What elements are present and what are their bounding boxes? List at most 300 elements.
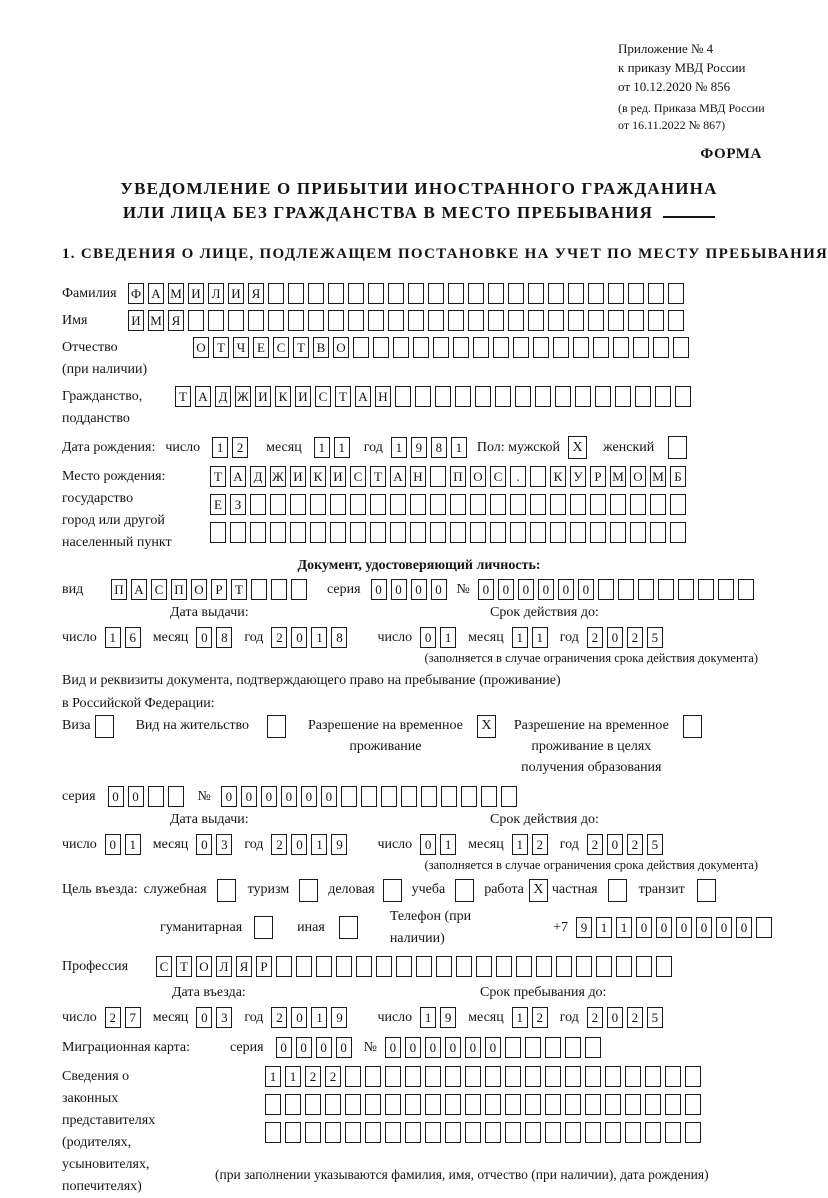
char-cell[interactable] <box>645 1094 661 1115</box>
purpose-business-checkbox[interactable] <box>383 879 402 902</box>
char-cell[interactable]: Т <box>213 337 229 358</box>
char-cell[interactable] <box>470 494 486 515</box>
char-cell[interactable] <box>535 386 551 407</box>
char-cell[interactable] <box>353 337 369 358</box>
char-cell[interactable] <box>285 1094 301 1115</box>
char-cell[interactable]: В <box>313 337 329 358</box>
char-cell[interactable] <box>495 386 511 407</box>
char-cell[interactable] <box>530 466 546 487</box>
char-cell[interactable]: Т <box>293 337 309 358</box>
char-cell[interactable] <box>288 283 304 304</box>
char-cell[interactable] <box>168 786 184 807</box>
char-cell[interactable] <box>510 522 526 543</box>
char-cell[interactable]: 2 <box>627 1007 643 1028</box>
char-cell[interactable]: 1 <box>512 627 528 648</box>
char-cell[interactable]: 0 <box>291 834 307 855</box>
char-cell[interactable]: 0 <box>445 1037 461 1058</box>
char-cell[interactable] <box>450 494 466 515</box>
char-cell[interactable] <box>276 956 292 977</box>
char-cell[interactable]: 9 <box>440 1007 456 1028</box>
char-cell[interactable]: 0 <box>105 834 121 855</box>
char-cell[interactable]: 7 <box>125 1007 141 1028</box>
char-cell[interactable] <box>433 337 449 358</box>
char-cell[interactable]: К <box>275 386 291 407</box>
char-cell[interactable] <box>550 522 566 543</box>
char-cell[interactable] <box>565 1122 581 1143</box>
char-cell[interactable] <box>555 386 571 407</box>
char-cell[interactable] <box>208 310 224 331</box>
char-cell[interactable] <box>448 310 464 331</box>
char-cell[interactable]: 0 <box>538 579 554 600</box>
char-cell[interactable] <box>365 1094 381 1115</box>
char-cell[interactable] <box>645 1122 661 1143</box>
char-cell[interactable] <box>545 1122 561 1143</box>
char-cell[interactable]: 1 <box>265 1066 281 1087</box>
char-cell[interactable]: 1 <box>334 437 350 458</box>
char-cell[interactable] <box>485 1066 501 1087</box>
char-cell[interactable] <box>515 386 531 407</box>
char-cell[interactable] <box>328 283 344 304</box>
char-cell[interactable]: 8 <box>331 627 347 648</box>
char-cell[interactable] <box>465 1066 481 1087</box>
char-cell[interactable] <box>445 1122 461 1143</box>
char-cell[interactable]: 1 <box>512 1007 528 1028</box>
char-cell[interactable] <box>565 1037 581 1058</box>
char-cell[interactable] <box>665 1122 681 1143</box>
char-cell[interactable]: 1 <box>440 627 456 648</box>
char-cell[interactable] <box>396 956 412 977</box>
purpose-study-checkbox[interactable] <box>455 879 474 902</box>
char-cell[interactable] <box>665 1066 681 1087</box>
char-cell[interactable] <box>625 1094 641 1115</box>
char-cell[interactable] <box>585 1122 601 1143</box>
char-cell[interactable] <box>595 386 611 407</box>
char-cell[interactable] <box>270 494 286 515</box>
char-cell[interactable]: И <box>228 283 244 304</box>
char-cell[interactable] <box>415 386 431 407</box>
char-cell[interactable] <box>325 1122 341 1143</box>
char-cell[interactable]: С <box>156 956 172 977</box>
char-cell[interactable] <box>368 283 384 304</box>
char-cell[interactable] <box>608 283 624 304</box>
char-cell[interactable] <box>305 1122 321 1143</box>
char-cell[interactable] <box>605 1066 621 1087</box>
char-cell[interactable]: А <box>355 386 371 407</box>
char-cell[interactable] <box>430 522 446 543</box>
char-cell[interactable]: П <box>450 466 466 487</box>
purpose-private-checkbox[interactable] <box>608 879 627 902</box>
char-cell[interactable]: А <box>131 579 147 600</box>
char-cell[interactable] <box>230 522 246 543</box>
char-cell[interactable] <box>450 522 466 543</box>
char-cell[interactable] <box>585 1037 601 1058</box>
char-cell[interactable] <box>673 337 689 358</box>
char-cell[interactable]: Р <box>256 956 272 977</box>
char-cell[interactable]: 0 <box>716 917 732 938</box>
char-cell[interactable]: 1 <box>596 917 612 938</box>
char-cell[interactable] <box>428 283 444 304</box>
char-cell[interactable] <box>345 1094 361 1115</box>
char-cell[interactable]: 2 <box>232 437 248 458</box>
male-checkbox[interactable]: X <box>568 436 587 459</box>
char-cell[interactable] <box>493 337 509 358</box>
char-cell[interactable]: 3 <box>216 834 232 855</box>
char-cell[interactable]: 0 <box>636 917 652 938</box>
char-cell[interactable]: 6 <box>125 627 141 648</box>
char-cell[interactable] <box>685 1122 701 1143</box>
char-cell[interactable]: А <box>148 283 164 304</box>
char-cell[interactable]: 0 <box>196 1007 212 1028</box>
char-cell[interactable]: 1 <box>391 437 407 458</box>
char-cell[interactable] <box>453 337 469 358</box>
char-cell[interactable] <box>376 956 392 977</box>
char-cell[interactable]: З <box>230 494 246 515</box>
char-cell[interactable]: 0 <box>578 579 594 600</box>
char-cell[interactable] <box>565 1066 581 1087</box>
char-cell[interactable]: 0 <box>696 917 712 938</box>
char-cell[interactable] <box>425 1066 441 1087</box>
char-cell[interactable] <box>548 283 564 304</box>
char-cell[interactable]: С <box>350 466 366 487</box>
char-cell[interactable] <box>410 522 426 543</box>
char-cell[interactable] <box>588 310 604 331</box>
char-cell[interactable] <box>370 522 386 543</box>
char-cell[interactable]: 1 <box>451 437 467 458</box>
char-cell[interactable] <box>368 310 384 331</box>
char-cell[interactable] <box>645 1066 661 1087</box>
char-cell[interactable] <box>373 337 389 358</box>
char-cell[interactable] <box>630 494 646 515</box>
char-cell[interactable] <box>596 956 612 977</box>
char-cell[interactable]: С <box>273 337 289 358</box>
char-cell[interactable] <box>405 1066 421 1087</box>
char-cell[interactable] <box>228 310 244 331</box>
char-cell[interactable] <box>425 1122 441 1143</box>
char-cell[interactable]: 0 <box>391 579 407 600</box>
char-cell[interactable]: 2 <box>587 1007 603 1028</box>
char-cell[interactable] <box>388 283 404 304</box>
char-cell[interactable] <box>436 956 452 977</box>
char-cell[interactable]: Е <box>253 337 269 358</box>
char-cell[interactable] <box>698 579 714 600</box>
char-cell[interactable] <box>296 956 312 977</box>
char-cell[interactable] <box>590 522 606 543</box>
char-cell[interactable] <box>505 1066 521 1087</box>
char-cell[interactable]: 0 <box>420 627 436 648</box>
char-cell[interactable]: 0 <box>607 1007 623 1028</box>
char-cell[interactable] <box>345 1066 361 1087</box>
char-cell[interactable] <box>285 1122 301 1143</box>
char-cell[interactable] <box>330 522 346 543</box>
char-cell[interactable]: 0 <box>420 834 436 855</box>
char-cell[interactable]: 0 <box>261 786 277 807</box>
char-cell[interactable]: Я <box>168 310 184 331</box>
char-cell[interactable] <box>148 786 164 807</box>
char-cell[interactable]: 2 <box>305 1066 321 1087</box>
purpose-tourism-checkbox[interactable] <box>299 879 318 902</box>
char-cell[interactable]: 2 <box>271 627 287 648</box>
char-cell[interactable]: 2 <box>627 627 643 648</box>
char-cell[interactable]: П <box>111 579 127 600</box>
purpose-transit-checkbox[interactable] <box>697 879 716 902</box>
char-cell[interactable] <box>670 494 686 515</box>
char-cell[interactable] <box>316 956 332 977</box>
char-cell[interactable] <box>505 1122 521 1143</box>
char-cell[interactable] <box>336 956 352 977</box>
char-cell[interactable] <box>650 494 666 515</box>
char-cell[interactable] <box>625 1066 641 1087</box>
char-cell[interactable]: С <box>315 386 331 407</box>
char-cell[interactable] <box>685 1066 701 1087</box>
char-cell[interactable] <box>585 1094 601 1115</box>
char-cell[interactable]: 0 <box>465 1037 481 1058</box>
char-cell[interactable]: С <box>490 466 506 487</box>
char-cell[interactable]: К <box>550 466 566 487</box>
char-cell[interactable] <box>605 1122 621 1143</box>
char-cell[interactable] <box>390 522 406 543</box>
char-cell[interactable]: 0 <box>478 579 494 600</box>
char-cell[interactable]: 8 <box>216 627 232 648</box>
char-cell[interactable]: 0 <box>321 786 337 807</box>
char-cell[interactable] <box>270 522 286 543</box>
purpose-other-checkbox[interactable] <box>339 916 358 939</box>
char-cell[interactable]: И <box>330 466 346 487</box>
char-cell[interactable]: 2 <box>271 834 287 855</box>
temp-residence-edu-checkbox[interactable] <box>683 715 702 738</box>
char-cell[interactable] <box>510 494 526 515</box>
char-cell[interactable] <box>625 1122 641 1143</box>
char-cell[interactable] <box>570 494 586 515</box>
char-cell[interactable]: 0 <box>607 834 623 855</box>
char-cell[interactable] <box>685 1094 701 1115</box>
char-cell[interactable]: М <box>168 283 184 304</box>
char-cell[interactable] <box>428 310 444 331</box>
char-cell[interactable] <box>305 1094 321 1115</box>
char-cell[interactable] <box>593 337 609 358</box>
char-cell[interactable]: 0 <box>736 917 752 938</box>
char-cell[interactable] <box>390 494 406 515</box>
char-cell[interactable] <box>656 956 672 977</box>
char-cell[interactable] <box>365 1122 381 1143</box>
char-cell[interactable]: Ф <box>128 283 144 304</box>
char-cell[interactable] <box>461 786 477 807</box>
char-cell[interactable]: 0 <box>425 1037 441 1058</box>
char-cell[interactable]: Ж <box>270 466 286 487</box>
char-cell[interactable] <box>250 522 266 543</box>
char-cell[interactable] <box>251 579 267 600</box>
char-cell[interactable] <box>590 494 606 515</box>
char-cell[interactable]: 9 <box>331 1007 347 1028</box>
char-cell[interactable] <box>490 522 506 543</box>
char-cell[interactable] <box>421 786 437 807</box>
char-cell[interactable]: О <box>333 337 349 358</box>
char-cell[interactable] <box>341 786 357 807</box>
char-cell[interactable] <box>465 1094 481 1115</box>
char-cell[interactable]: 1 <box>105 627 121 648</box>
char-cell[interactable] <box>408 310 424 331</box>
char-cell[interactable] <box>345 1122 361 1143</box>
char-cell[interactable]: Д <box>215 386 231 407</box>
char-cell[interactable] <box>536 956 552 977</box>
char-cell[interactable] <box>668 310 684 331</box>
char-cell[interactable]: 1 <box>285 1066 301 1087</box>
char-cell[interactable] <box>430 466 446 487</box>
char-cell[interactable] <box>668 283 684 304</box>
char-cell[interactable]: 0 <box>676 917 692 938</box>
char-cell[interactable] <box>718 579 734 600</box>
purpose-humanitarian-checkbox[interactable] <box>254 916 273 939</box>
char-cell[interactable] <box>425 1094 441 1115</box>
char-cell[interactable]: Я <box>248 283 264 304</box>
char-cell[interactable]: Б <box>670 466 686 487</box>
char-cell[interactable]: 0 <box>336 1037 352 1058</box>
char-cell[interactable] <box>488 310 504 331</box>
char-cell[interactable] <box>476 956 492 977</box>
char-cell[interactable] <box>501 786 517 807</box>
char-cell[interactable] <box>653 337 669 358</box>
char-cell[interactable] <box>610 494 626 515</box>
char-cell[interactable] <box>655 386 671 407</box>
char-cell[interactable] <box>325 1094 341 1115</box>
char-cell[interactable] <box>441 786 457 807</box>
char-cell[interactable]: 0 <box>296 1037 312 1058</box>
char-cell[interactable] <box>350 494 366 515</box>
char-cell[interactable]: 0 <box>485 1037 501 1058</box>
char-cell[interactable]: 0 <box>276 1037 292 1058</box>
char-cell[interactable]: 2 <box>627 834 643 855</box>
char-cell[interactable]: Е <box>210 494 226 515</box>
char-cell[interactable]: 2 <box>532 1007 548 1028</box>
char-cell[interactable]: С <box>151 579 167 600</box>
char-cell[interactable] <box>481 786 497 807</box>
char-cell[interactable]: 0 <box>196 627 212 648</box>
char-cell[interactable]: Д <box>250 466 266 487</box>
char-cell[interactable]: 2 <box>532 834 548 855</box>
purpose-work-checkbox[interactable]: X <box>529 879 548 902</box>
char-cell[interactable]: 0 <box>281 786 297 807</box>
char-cell[interactable]: И <box>128 310 144 331</box>
char-cell[interactable] <box>508 283 524 304</box>
char-cell[interactable]: П <box>171 579 187 600</box>
char-cell[interactable] <box>638 579 654 600</box>
char-cell[interactable]: . <box>510 466 526 487</box>
char-cell[interactable] <box>633 337 649 358</box>
char-cell[interactable] <box>635 386 651 407</box>
char-cell[interactable]: 0 <box>221 786 237 807</box>
char-cell[interactable]: 5 <box>647 627 663 648</box>
char-cell[interactable]: Л <box>216 956 232 977</box>
char-cell[interactable] <box>485 1122 501 1143</box>
char-cell[interactable]: И <box>290 466 306 487</box>
char-cell[interactable]: 1 <box>532 627 548 648</box>
char-cell[interactable] <box>435 386 451 407</box>
char-cell[interactable]: О <box>191 579 207 600</box>
char-cell[interactable] <box>365 1066 381 1087</box>
char-cell[interactable] <box>265 1094 281 1115</box>
visa-checkbox[interactable] <box>95 715 114 738</box>
char-cell[interactable]: О <box>630 466 646 487</box>
char-cell[interactable]: 2 <box>587 627 603 648</box>
char-cell[interactable] <box>573 337 589 358</box>
char-cell[interactable]: 1 <box>125 834 141 855</box>
char-cell[interactable] <box>570 522 586 543</box>
char-cell[interactable]: Р <box>211 579 227 600</box>
char-cell[interactable] <box>528 283 544 304</box>
char-cell[interactable] <box>610 522 626 543</box>
char-cell[interactable] <box>545 1094 561 1115</box>
char-cell[interactable] <box>288 310 304 331</box>
char-cell[interactable]: 0 <box>385 1037 401 1058</box>
char-cell[interactable] <box>410 494 426 515</box>
char-cell[interactable]: 1 <box>311 627 327 648</box>
char-cell[interactable]: И <box>295 386 311 407</box>
char-cell[interactable]: О <box>193 337 209 358</box>
char-cell[interactable] <box>738 579 754 600</box>
char-cell[interactable] <box>553 337 569 358</box>
char-cell[interactable] <box>618 579 634 600</box>
char-cell[interactable] <box>636 956 652 977</box>
char-cell[interactable]: 0 <box>498 579 514 600</box>
char-cell[interactable] <box>361 786 377 807</box>
char-cell[interactable]: 0 <box>656 917 672 938</box>
char-cell[interactable] <box>445 1066 461 1087</box>
char-cell[interactable] <box>575 386 591 407</box>
char-cell[interactable] <box>445 1094 461 1115</box>
char-cell[interactable] <box>271 579 287 600</box>
char-cell[interactable] <box>545 1066 561 1087</box>
char-cell[interactable] <box>613 337 629 358</box>
char-cell[interactable] <box>628 283 644 304</box>
char-cell[interactable] <box>395 386 411 407</box>
temp-residence-checkbox[interactable]: X <box>477 715 496 738</box>
char-cell[interactable] <box>505 1094 521 1115</box>
char-cell[interactable] <box>658 579 674 600</box>
char-cell[interactable]: Т <box>231 579 247 600</box>
char-cell[interactable] <box>628 310 644 331</box>
char-cell[interactable]: О <box>470 466 486 487</box>
char-cell[interactable]: 0 <box>558 579 574 600</box>
purpose-official-checkbox[interactable] <box>217 879 236 902</box>
char-cell[interactable] <box>430 494 446 515</box>
char-cell[interactable] <box>665 1094 681 1115</box>
char-cell[interactable] <box>598 579 614 600</box>
char-cell[interactable] <box>308 283 324 304</box>
char-cell[interactable] <box>468 283 484 304</box>
char-cell[interactable]: 0 <box>291 1007 307 1028</box>
char-cell[interactable]: Ч <box>233 337 249 358</box>
char-cell[interactable]: 9 <box>331 834 347 855</box>
char-cell[interactable] <box>381 786 397 807</box>
char-cell[interactable] <box>468 310 484 331</box>
char-cell[interactable]: Р <box>590 466 606 487</box>
char-cell[interactable] <box>516 956 532 977</box>
char-cell[interactable] <box>678 579 694 600</box>
char-cell[interactable] <box>473 337 489 358</box>
char-cell[interactable]: 0 <box>128 786 144 807</box>
char-cell[interactable]: Н <box>410 466 426 487</box>
char-cell[interactable] <box>405 1122 421 1143</box>
char-cell[interactable]: 0 <box>291 627 307 648</box>
char-cell[interactable]: 0 <box>301 786 317 807</box>
char-cell[interactable]: 0 <box>431 579 447 600</box>
char-cell[interactable]: 1 <box>512 834 528 855</box>
char-cell[interactable] <box>565 1094 581 1115</box>
char-cell[interactable]: А <box>230 466 246 487</box>
char-cell[interactable]: 2 <box>587 834 603 855</box>
char-cell[interactable] <box>310 522 326 543</box>
char-cell[interactable] <box>548 310 564 331</box>
char-cell[interactable]: 1 <box>311 1007 327 1028</box>
